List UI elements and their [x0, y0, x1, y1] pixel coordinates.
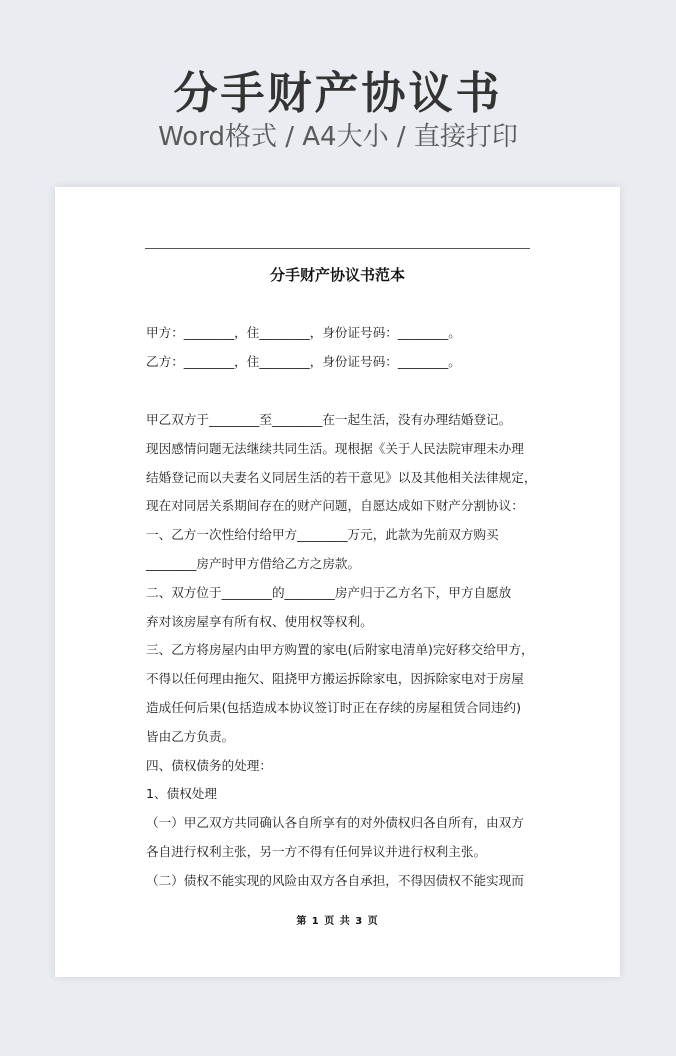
body-line: 现在对同居关系期间存在的财产问题，自愿达成如下财产分割协议：	[146, 498, 524, 513]
body-line: 造成任何后果(包括造成本协议签订时正在存续的房屋租赁合同违约)	[146, 700, 522, 715]
party-b-line: 乙方：________，住________，身份证号码：________。	[146, 354, 461, 369]
body-line: 不得以任何理由拖欠、阻挠甲方搬运拆除家电，因拆除家电对于房屋	[146, 671, 524, 686]
body-line: 各自进行权利主张，另一方不得有任何异议并进行权利主张。	[146, 844, 487, 859]
subsection-heading: 1、债权处理	[146, 786, 217, 801]
hero-title: 分手财产协议书	[173, 68, 503, 119]
body-line: 现因感情问题无法继续共同生活。现根据《关于人民法院审理未办理	[146, 441, 524, 456]
body-line: （二）债权不能实现的风险由双方各自承担，不得因债权不能实现而	[146, 873, 524, 888]
body-line: 结婚登记而以夫妻名义同居生活的若干意见》以及其他相关法律规定，	[146, 470, 537, 485]
body-line: （一）甲乙双方共同确认各自所享有的对外债权归各自所有，由双方	[146, 815, 524, 830]
document-title: 分手财产协议书范本	[269, 266, 405, 284]
body-line: 二、双方位于________的________房产归于乙方名下，甲方自愿放	[146, 585, 512, 600]
document-page	[55, 187, 620, 977]
body-line: 一、乙方一次性给付给甲方________万元，此款为先前双方购买	[146, 527, 499, 542]
hero-subtitle: Word格式 / A4大小 / 直接打印	[158, 122, 518, 152]
body-line: 弃对该房屋享有所有权、使用权等权利。	[146, 614, 373, 629]
body-line: 皆由乙方负责。	[146, 729, 235, 744]
body-line: ________房产时甲方借给乙方之房款。	[146, 556, 361, 571]
body-line: 三、乙方将房屋内由甲方购置的家电(后附家电清单)完好移交给甲方，	[146, 642, 534, 657]
body-line: 甲乙双方于________至________在一起生活，没有办理结婚登记。	[146, 412, 512, 427]
party-a-line: 甲方：________，住________，身份证号码：________。	[146, 325, 461, 340]
header-divider	[145, 248, 530, 249]
page-number-footer: 第 1 页 共 3 页	[296, 916, 379, 927]
section-heading: 四、债权债务的处理：	[146, 758, 272, 773]
